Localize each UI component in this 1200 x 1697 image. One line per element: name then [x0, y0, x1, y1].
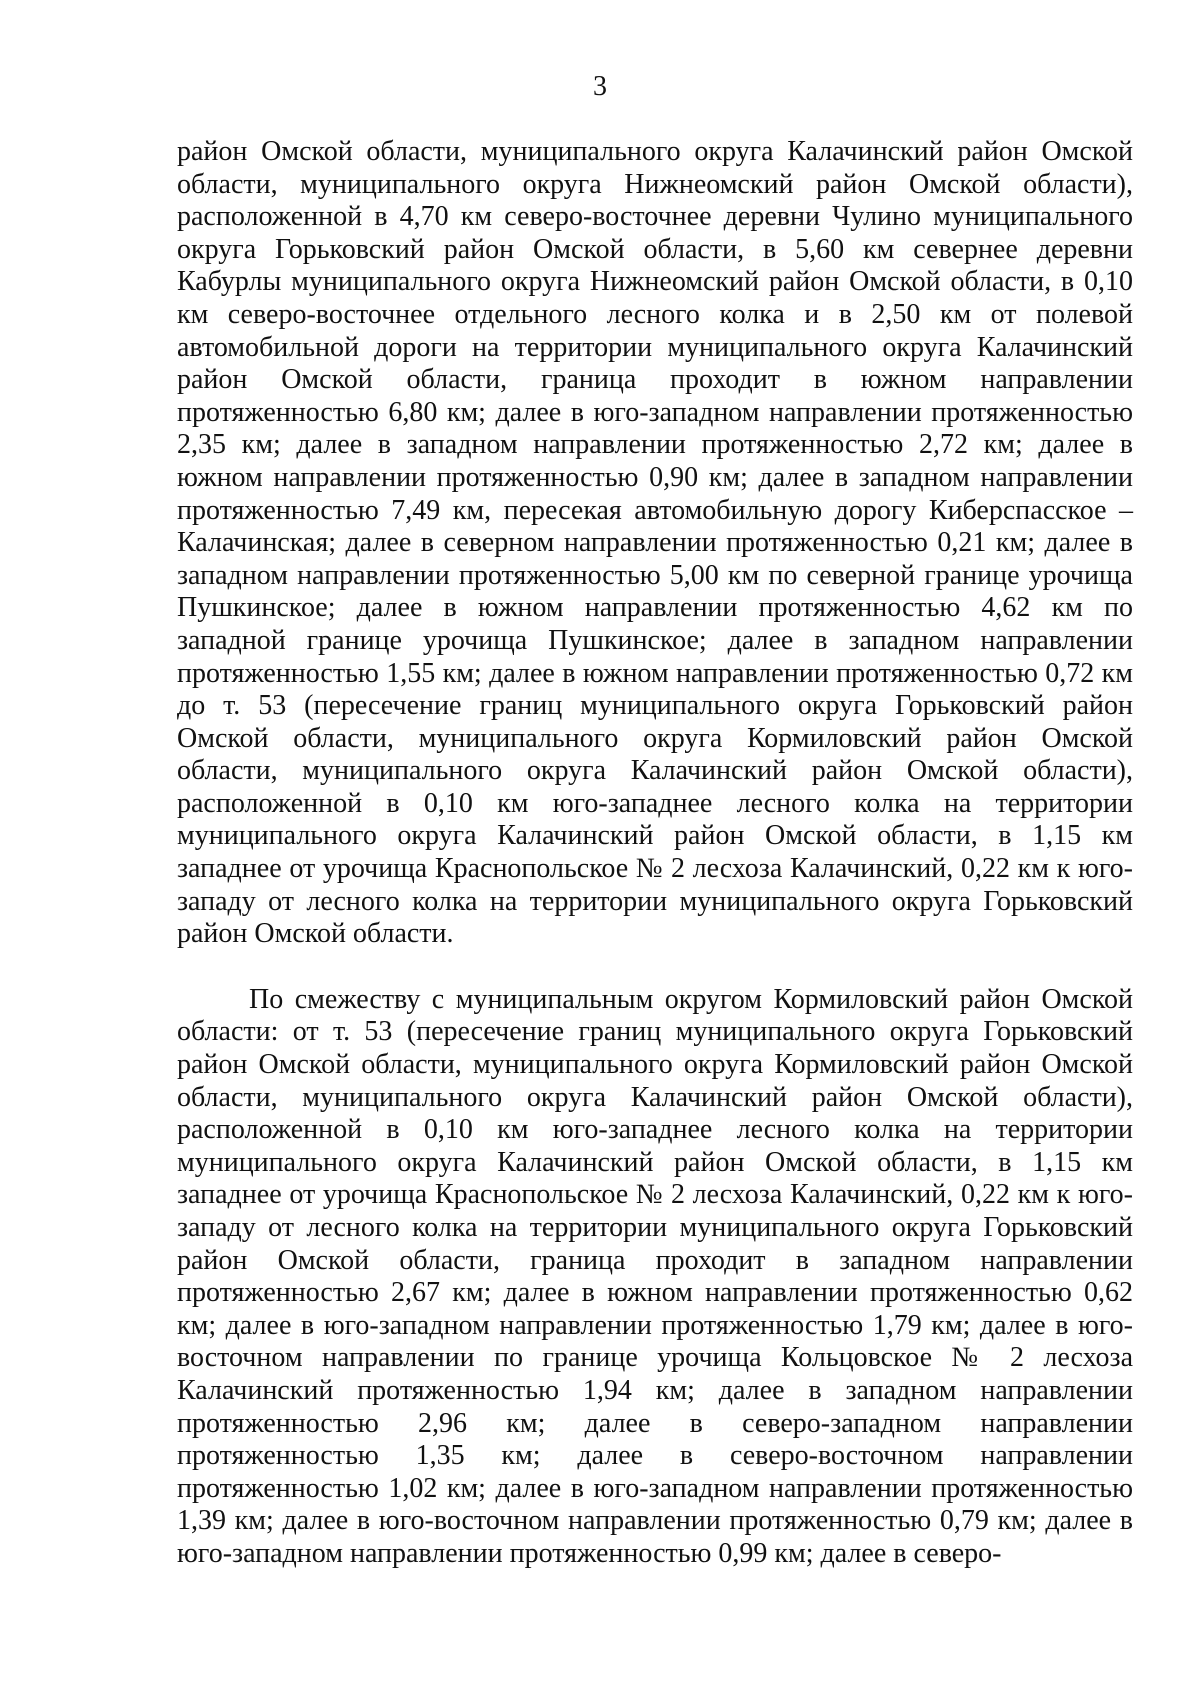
document-body [177, 136, 1133, 1571]
page-number: 3 [593, 71, 607, 102]
paragraph-kormilovsky-boundary: По смежеству с муниципальным округом Кормиловский район Омской области: от т. 53 (пересечение границ муниципального округа Горьковский район Омской области, муниципального округа Кормиловский район Омской области, муниципального округа Калачинский район Омской области), расположенной в 0,10 км юго-западнее лесного колка на территории муниципального округа Калачинский район Омской области, в 1,15 км западнее от урочища Краснопольское № 2 лесхоза Калачинский, 0,22 км к юго-западу от лесного колка на территории муниципального округа Горьковский район Омской области, граница проходит в западном направлении протяженностью 2,67 км; далее в южном направлении протяженностью 0,62 км; далее в юго-западном направлении протяженностью 1,79 км; далее в юго-восточном направлении по границе урочища Кольцовское № 2 лесхоза Калачинский протяженностью 1,94 км; далее в западном направлении протяженностью 2,96 км; далее в северо-западном направлении протяженностью 1,35 км; далее в северо-восточном направлении протяженностью 1,02 км; далее в юго-западном направлении протяженностью 1,39 км; далее в юго-восточном направлении протяженностью 0,79 км; далее в юго-западном направлении протяженностью 0,99 км; далее в северо- [177, 983, 1133, 1569]
paragraph-continuation: район Омской области, муниципального округа Калачинский район Омской области, муниципального округа Нижнеомский район Омской области), расположенной в 4,70 км северо-восточнее деревни Чулино муниципального округа Горьковский район Омской области, в 5,60 км севернее деревни Кабурлы муниципального округа Нижнеомский район Омской области, в 0,10 км северо-восточнее отдельного лесного колка и в 2,50 км от полевой автомобильной дороги на территории муниципального округа Калачинский район Омской области, граница проходит в южном направлении протяженностью 6,80 км; далее в юго-западном направлении протяженностью 2,35 км; далее в западном направлении протяженностью 2,72 км; далее в южном направлении протяженностью 0,90 км; далее в западном направлении протяженностью 7,49 км, пересекая автомобильную дорогу Киберспасское – Калачинская; далее в северном направлении протяженностью 0,21 км; далее в западном направлении протяженностью 5,00 км по северной границе урочища Пушкинское; далее в южном направлении протяженностью 4,62 км по западной границе урочища Пушкинское; далее в западном направлении протяженностью 1,55 км; далее в южном направлении протяженностью 0,72 км до т. 53 (пересечение границ муниципального округа Горьковский район Омской области, муниципального округа Кормиловский район Омской области, муниципального округа Калачинский район Омской области), расположенной в 0,10 км юго-западнее лесного колка на территории муниципального округа Калачинский район Омской области, в 1,15 км западнее от урочища Краснопольское № 2 лесхоза Калачинский, 0,22 км к юго-западу от лесного колка на территории муниципального округа Горьковский район Омской области. [177, 136, 1133, 950]
